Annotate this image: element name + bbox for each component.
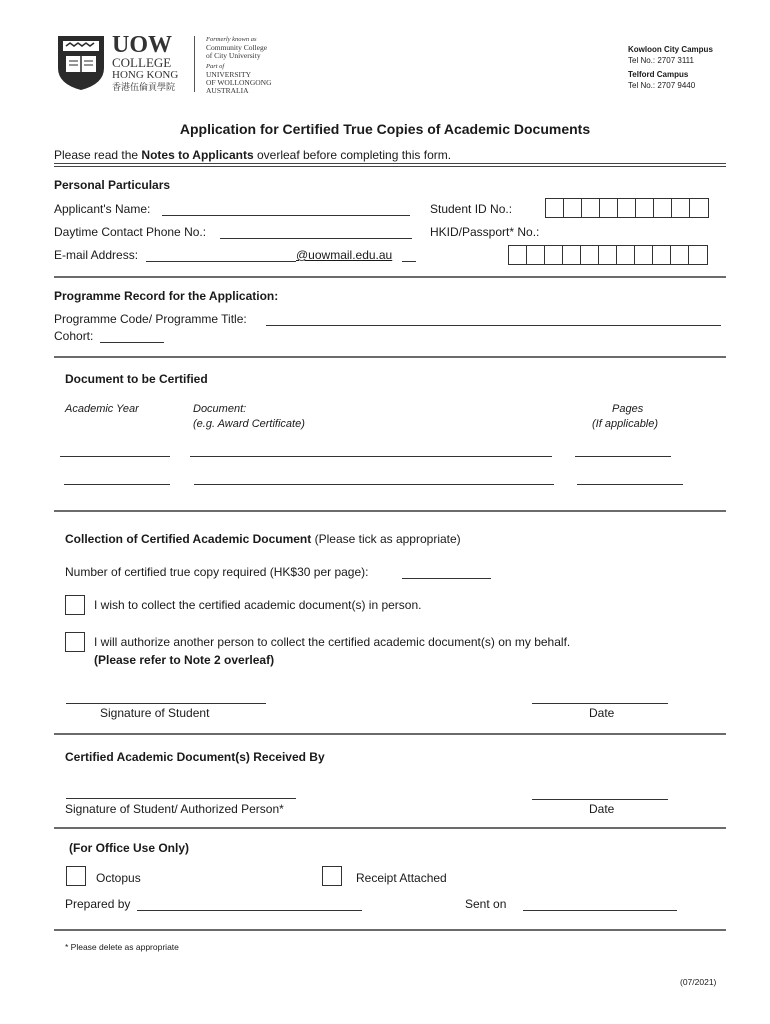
logo-university1: UNIVERSITY [206, 70, 251, 79]
logo-chinese-name: 香港伍倫貢學院 [112, 83, 176, 93]
received-date-line[interactable] [532, 799, 668, 800]
receipt-attached-checkbox[interactable] [322, 866, 342, 886]
kowloon-campus-tel: Tel No.: 2707 3111 [628, 56, 694, 65]
logo-hongkong: HONG KONG [112, 69, 179, 81]
email-domain-underline [402, 261, 416, 262]
programme-code-field[interactable] [266, 325, 721, 326]
phone-field[interactable] [220, 238, 412, 239]
col-document-example: (e.g. Award Certificate) [193, 418, 305, 430]
form-title: Application for Certified True Copies of Academic Documents [179, 121, 591, 137]
student-id-label: Student ID No.: [430, 202, 513, 216]
document-heading: Document to be Certified [65, 372, 208, 386]
logo-college: COLLEGE [112, 55, 172, 70]
col-pages: Pages [612, 403, 644, 415]
personal-heading: Personal Particulars [54, 178, 171, 192]
divider-personal [54, 276, 726, 278]
email-label: E-mail Address: [54, 248, 139, 262]
campus-info [628, 44, 713, 91]
collection-heading [65, 532, 461, 546]
divider-top [54, 163, 726, 167]
logo-uow: UOW [112, 32, 172, 58]
college-crest-icon [56, 34, 106, 92]
received-signature-label: Signature of Student/ Authorized Person* [65, 802, 284, 816]
authorize-person-label: I will authorize another person to collect the certified academic document(s) on my behalf. [94, 635, 571, 649]
prepared-by-label: Prepared by [65, 897, 131, 911]
received-signature-line[interactable] [66, 798, 296, 799]
sent-on-label: Sent on [465, 897, 507, 911]
student-signature-label: Signature of Student [100, 706, 210, 720]
telford-campus-tel: Tel No.: 2707 9440 [628, 81, 696, 90]
doc-row2-document[interactable] [194, 484, 554, 485]
received-date-label: Date [589, 802, 615, 816]
divider-collection [54, 733, 726, 735]
divider-office [54, 929, 726, 931]
divider-programme [54, 356, 726, 358]
doc-row1-document[interactable] [190, 456, 552, 457]
applicant-name-field[interactable] [162, 215, 410, 216]
receipt-attached-label: Receipt Attached [356, 871, 447, 885]
doc-row2-year[interactable] [64, 484, 170, 485]
collection-heading-bold: Collection of Certified Academic Document [65, 532, 312, 546]
kowloon-campus-label: Kowloon City Campus [628, 45, 713, 54]
hkid-boxes[interactable] [508, 245, 708, 265]
intro-text [54, 148, 451, 162]
divider-received [54, 827, 726, 829]
sent-on-field[interactable] [523, 910, 677, 911]
telford-campus-label: Telford Campus [628, 70, 689, 79]
intro-after: overleaf before completing this form. [253, 148, 452, 162]
form-version: (07/2021) [680, 977, 717, 987]
office-heading: (For Office Use Only) [69, 841, 190, 855]
email-domain: @uowmail.edu.au [296, 248, 393, 262]
logo-affiliation [206, 36, 271, 95]
student-id-boxes[interactable] [545, 198, 709, 218]
programme-heading: Programme Record for the Application: [54, 289, 279, 303]
received-heading: Certified Academic Document(s) Received By [65, 750, 325, 764]
collect-in-person-label: I wish to collect the certified academic document(s) in person. [94, 598, 422, 612]
authorize-person-note: (Please refer to Note 2 overleaf) [94, 653, 275, 667]
copies-label: Number of certified true copy required (HK$30 per page): [65, 565, 369, 579]
logo-wordmark [112, 34, 202, 94]
collection-date-label: Date [589, 706, 615, 720]
prepared-by-field[interactable] [137, 910, 362, 911]
phone-label: Daytime Contact Phone No.: [54, 225, 207, 239]
cohort-label: Cohort: [54, 329, 94, 343]
programme-code-label: Programme Code/ Programme Title: [54, 312, 247, 326]
octopus-label: Octopus [96, 871, 141, 885]
logo-university3: AUSTRALIA [206, 86, 249, 95]
doc-row1-year[interactable] [60, 456, 170, 457]
intro-notes-link: Notes to Applicants [141, 148, 254, 162]
doc-row2-pages[interactable] [577, 484, 683, 485]
copies-field[interactable] [402, 578, 491, 579]
logo-part-of: Part of [206, 63, 225, 70]
footnote: * Please delete as appropriate [65, 942, 179, 952]
divider-document [54, 510, 726, 512]
email-field[interactable] [146, 261, 296, 262]
logo-university2: OF WOLLONGONG [206, 78, 272, 87]
authorize-person-checkbox[interactable] [65, 632, 85, 652]
octopus-checkbox[interactable] [66, 866, 86, 886]
hkid-label: HKID/Passport* No.: [430, 225, 540, 239]
col-document: Document: [193, 403, 247, 415]
collection-heading-note: (Please tick as appropriate) [311, 532, 461, 546]
college-logo [56, 34, 106, 92]
logo-formerly-name2: of City University [206, 51, 261, 60]
applicant-name-label: Applicant's Name: [54, 202, 151, 216]
collection-date-line[interactable] [532, 703, 668, 704]
student-signature-line[interactable] [66, 703, 266, 704]
logo-divider [194, 36, 195, 92]
logo-formerly-name1: Community College [206, 43, 268, 52]
col-academic-year: Academic Year [65, 403, 139, 415]
collect-in-person-checkbox[interactable] [65, 595, 85, 615]
doc-row1-pages[interactable] [575, 456, 671, 457]
cohort-field[interactable] [100, 342, 164, 343]
intro-before: Please read the [54, 148, 142, 162]
logo-formerly: Formerly known as [206, 36, 257, 43]
col-pages-note: (If applicable) [592, 418, 659, 430]
